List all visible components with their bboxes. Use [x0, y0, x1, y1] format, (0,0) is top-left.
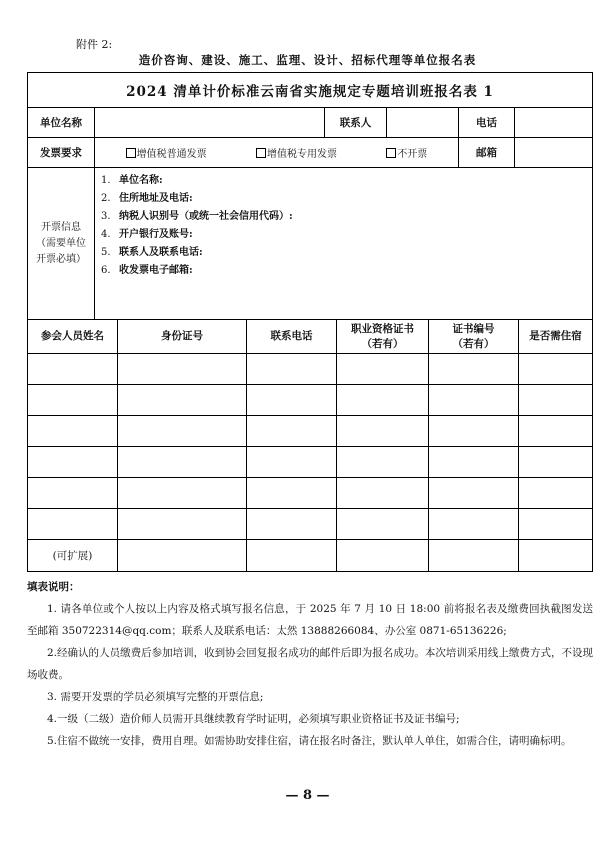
cell-phone[interactable]	[247, 416, 337, 446]
table-row	[28, 354, 592, 385]
checkbox-icon[interactable]	[126, 148, 136, 158]
invoice-info-label: 开票信息（需要单位开票必填）	[28, 168, 95, 319]
cell-name[interactable]	[28, 354, 118, 384]
table-row	[28, 416, 592, 447]
invoice-info-list[interactable]	[95, 168, 592, 319]
cell-phone[interactable]	[247, 447, 337, 477]
contact-field[interactable]	[387, 108, 459, 137]
unit-name-label: 单位名称	[28, 108, 95, 137]
checkbox-icon[interactable]	[256, 148, 266, 158]
header-cert-number: 证书编号 （若有）	[429, 320, 519, 353]
email-field[interactable]	[515, 138, 592, 167]
attachment-label: 附件 2:	[76, 38, 113, 51]
invoice-item: 3. 纳税人识别号（或统一社会信用代码）:	[101, 211, 293, 222]
invoice-requirement-label: 发票要求	[28, 138, 95, 167]
cell-qualification[interactable]	[337, 447, 429, 477]
cell-qualification[interactable]	[337, 478, 429, 508]
cell-name[interactable]	[28, 478, 118, 508]
invoice-requirement-row	[28, 138, 592, 168]
cell-qualification[interactable]	[337, 385, 429, 415]
invoice-option-normal[interactable]: 增值税普通发票	[126, 145, 207, 160]
cell-name[interactable]	[28, 416, 118, 446]
invoice-item: 4. 开户银行及账号:	[101, 229, 193, 240]
header-name: 参会人员姓名	[28, 320, 118, 353]
invoice-info-row	[28, 168, 592, 320]
instruction-item: 4.一级（二级）造价师人员需开具继续教育学时证明，必须填写职业资格证书及证书编号;	[47, 713, 460, 725]
email-label: 邮箱	[459, 138, 515, 167]
table-row	[28, 509, 592, 540]
cell-qualification[interactable]	[337, 354, 429, 384]
cell-id[interactable]	[118, 447, 247, 477]
invoice-option-special[interactable]: 增值税专用发票	[256, 145, 337, 160]
phone-label: 电话	[459, 108, 515, 137]
cell-cert[interactable]	[429, 540, 519, 571]
form-title: 2024 清单计价标准云南省实施规定专题培训班报名表 1	[28, 73, 592, 108]
cell-phone[interactable]	[247, 354, 337, 384]
table-row	[28, 447, 592, 478]
checkbox-icon[interactable]	[386, 148, 396, 158]
cell-qualification[interactable]	[337, 509, 429, 539]
cell-id[interactable]	[118, 385, 247, 415]
unit-info-row	[28, 108, 592, 138]
cell-accommodation[interactable]	[519, 447, 592, 477]
table-row-expandable	[28, 540, 592, 571]
cell-id[interactable]	[118, 354, 247, 384]
expand-label: (可扩展)	[28, 540, 118, 571]
cell-name[interactable]	[28, 509, 118, 539]
cell-id[interactable]	[118, 540, 247, 571]
cell-cert[interactable]	[429, 509, 519, 539]
cell-cert[interactable]	[429, 416, 519, 446]
invoice-item: 6. 收发票电子邮箱:	[101, 265, 193, 276]
invoice-item: 5. 联系人及联系电话:	[101, 247, 203, 258]
invoice-item: 1. 单位名称:	[101, 175, 163, 186]
instructions-heading: 填表说明：	[27, 581, 80, 593]
table-row	[28, 385, 592, 416]
cell-id[interactable]	[118, 416, 247, 446]
invoice-item: 2. 住所地址及电话:	[101, 193, 193, 204]
cell-id[interactable]	[118, 509, 247, 539]
instruction-item: 2.经确认的人员缴费后参加培训，收到协会回复报名成功的邮件后即为报名成功。本次培训采用线上缴费方式，不设现场收费。	[27, 647, 593, 681]
cell-phone[interactable]	[247, 540, 337, 571]
cell-accommodation[interactable]	[519, 478, 592, 508]
header-phone: 联系电话	[247, 320, 337, 353]
cell-accommodation[interactable]	[519, 354, 592, 384]
header-qualification: 职业资格证书 （若有）	[337, 320, 429, 353]
cell-qualification[interactable]	[337, 416, 429, 446]
participants-header-row	[28, 320, 592, 354]
cell-cert[interactable]	[429, 354, 519, 384]
cell-phone[interactable]	[247, 385, 337, 415]
cell-accommodation[interactable]	[519, 540, 592, 571]
cell-phone[interactable]	[247, 478, 337, 508]
unit-name-field[interactable]	[95, 108, 325, 137]
instruction-item: 5.住宿不做统一安排，费用自理。如需协助安排住宿，请在报名时备注，默认单人单住，如需合住，请明确标明。	[47, 735, 572, 747]
cell-cert[interactable]	[429, 447, 519, 477]
phone-field[interactable]	[515, 108, 592, 137]
invoice-option-none[interactable]: 不开票	[386, 145, 427, 160]
invoice-options	[95, 138, 459, 167]
header-id-number: 身份证号	[118, 320, 247, 353]
cell-accommodation[interactable]	[519, 416, 592, 446]
table-row	[28, 478, 592, 509]
contact-label: 联系人	[325, 108, 387, 137]
instructions	[27, 576, 593, 752]
instruction-item: 3. 需要开发票的学员必须填写完整的开票信息;	[47, 691, 264, 703]
page-number: — 8 —	[285, 788, 330, 803]
cell-accommodation[interactable]	[519, 385, 592, 415]
cell-qualification[interactable]	[337, 540, 429, 571]
cell-name[interactable]	[28, 385, 118, 415]
cell-name[interactable]	[28, 447, 118, 477]
cell-cert[interactable]	[429, 478, 519, 508]
instruction-item: 1. 请各单位或个人按以上内容及格式填写报名信息，于 2025 年 7 月 10 日 18:00 前将报名表及缴费回执截图发送至邮箱 350722314@qq.com；联系人及联系电话：太然 13888266084、办公室 0871-65136226;	[27, 603, 593, 637]
cell-phone[interactable]	[247, 509, 337, 539]
cell-accommodation[interactable]	[519, 509, 592, 539]
form-subtitle: 造价咨询、建设、施工、监理、设计、招标代理等单位报名表	[138, 53, 477, 67]
header-accommodation: 是否需住宿	[529, 330, 582, 342]
cell-id[interactable]	[118, 478, 247, 508]
registration-form	[27, 72, 593, 572]
cell-cert[interactable]	[429, 385, 519, 415]
